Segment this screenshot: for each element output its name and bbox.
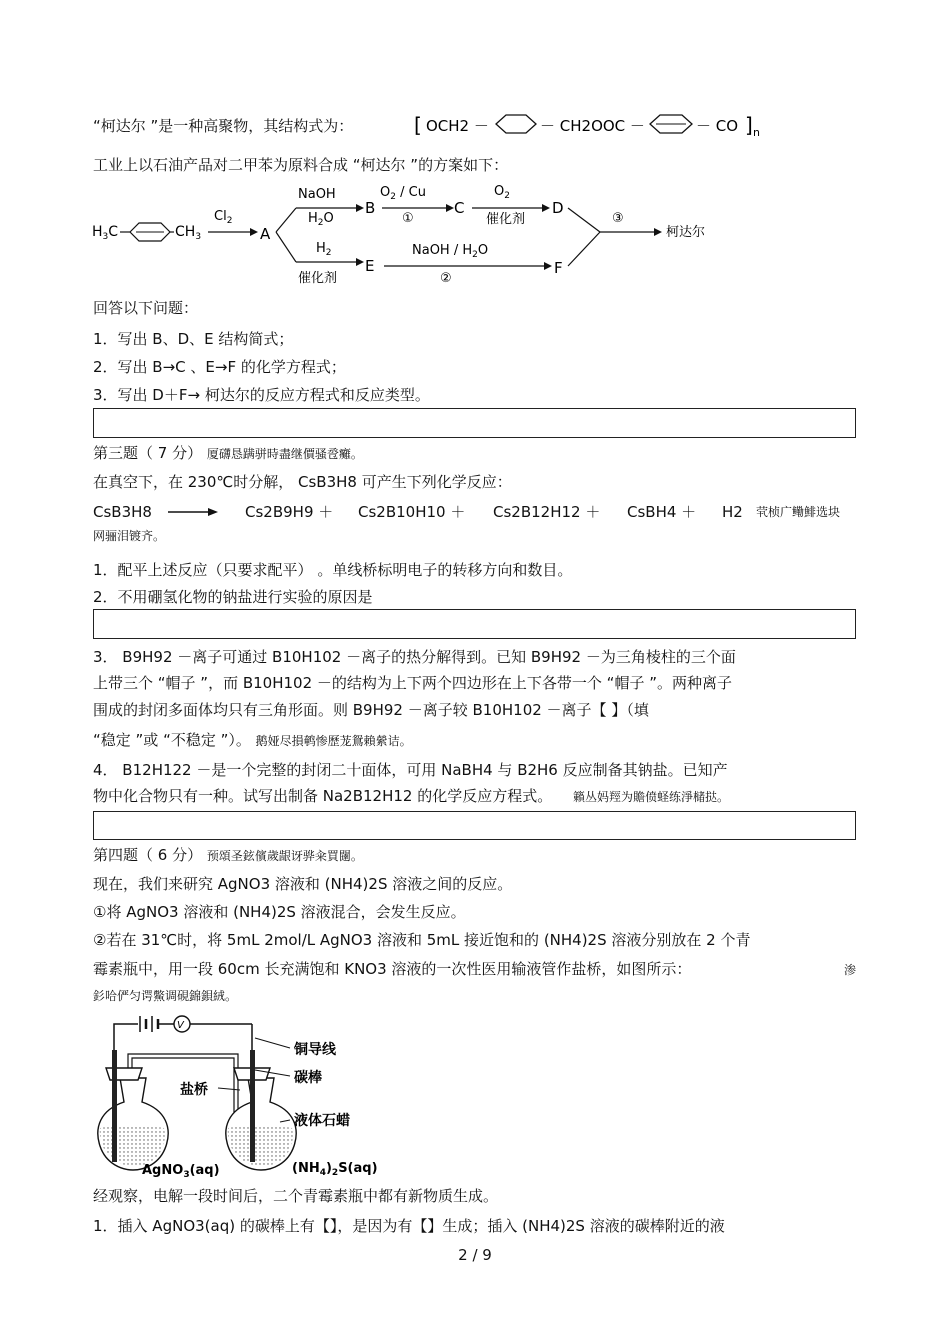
step-3: ③ [612, 211, 624, 226]
product-label: 柯达尔 [666, 225, 706, 240]
salt-bridge-label: 盐桥 [180, 1082, 208, 1098]
s3-q3-garbled: 鹅娅尽損鹌惨歷茏鴛賴縈诘。 [255, 734, 412, 748]
compound-d: D [552, 199, 564, 217]
reaction-garbled-b: 网骊泪镀齐。 [93, 529, 166, 543]
arrow-head [250, 228, 258, 236]
h2o-label: $H_2O$ [308, 211, 334, 228]
left-flask [98, 1050, 168, 1170]
h3c-label: $H_3C$ [92, 224, 119, 242]
page-number: 2 / 9 [458, 1246, 492, 1264]
paraffin-label: 液体石蜡 [294, 1113, 350, 1129]
product-5: H2 [722, 503, 743, 521]
catalyst-2: 催化剂 [298, 271, 338, 286]
synthesis-scheme [90, 178, 730, 290]
xylene-ring [130, 223, 170, 241]
answer-heading: 回答以下问题： [93, 299, 199, 317]
compound-e: E [365, 257, 375, 275]
section3-garbled: 厦礴恳蹒骈時盡继價骚卺癱。 [206, 447, 363, 461]
formula-part3: － CO [696, 117, 739, 135]
section4-garbled-a: 渗 [844, 963, 857, 977]
right-flask [226, 1050, 296, 1170]
section4-title: 第四题（ 6 分） [93, 846, 203, 864]
intro-text: “柯达尔 ”是一种高聚物，其结构式为： [93, 117, 354, 135]
reaction-line [93, 502, 152, 522]
question-3: 3．写出 D＋F→ 柯达尔的反应方程式和反应类型。 [93, 386, 430, 404]
section4-line4: 经观察，电解一段时间后，二个青霉素瓶中都有新物质生成。 [93, 1187, 499, 1205]
compound-a: A [260, 225, 271, 243]
s3-q3-text: “稳定 ”或 “不稳定 ”）。 [93, 731, 251, 749]
polymer-formula [410, 108, 770, 144]
subscript-n: n [753, 126, 760, 139]
right-solution-label: $(NH_4)_2S(aq)$ [292, 1161, 378, 1178]
answer-box-3[interactable] [93, 811, 856, 840]
ch3-label: $CH_3$ [175, 224, 202, 242]
formula-part2: － CH2OOC － [540, 117, 645, 135]
section4-line2: ①将 AgNO3 溶液和 (NH4)2S 溶液混合，会发生反应。 [93, 903, 466, 921]
compound-c: C [454, 199, 465, 217]
product-4: CsBH4 ＋ [627, 503, 697, 521]
section3-line1: 在真空下，在 230℃时分解， CsB3H8 可产生下列化学反应： [93, 473, 512, 491]
compound-f: F [554, 259, 563, 277]
section4-garbled: 预頌圣鉉儐歲龈讶骅籴買闥。 [206, 849, 363, 863]
product-3: Cs2B12H12 ＋ [493, 503, 601, 521]
s3-question-4-line2 [93, 786, 729, 807]
reactant: CsB3H8 [93, 503, 152, 521]
compound-b: B [365, 199, 376, 217]
benzene-ring-2 [650, 115, 692, 133]
s3-question-3-line3: 围成的封闭多面体均只有三角形面。则 B9H92 －离子较 B10H102 －离子【 】（填 [93, 701, 649, 719]
bracket-close: ] [745, 113, 753, 137]
naoh-label: NaOH [298, 187, 336, 202]
left-solution-label: AgNO$_3$(aq) [142, 1163, 220, 1180]
product-2: Cs2B10H10 ＋ [358, 503, 466, 521]
catalyst-1: 催化剂 [486, 212, 526, 227]
section4-line3b: 霉素瓶中，用一段 60cm 长充满饱和 KNO3 溶液的一次性医用输液管作盐桥，如图所示： [93, 960, 692, 978]
carbon-rod-label: 碳棒 [294, 1070, 322, 1086]
s3-question-3-line4 [93, 730, 412, 751]
electrolysis-figure [90, 1010, 390, 1180]
answer-box-1[interactable] [93, 408, 856, 438]
step-2: ② [440, 271, 452, 286]
question-2: 2．写出 B→C 、E→F 的化学方程式； [93, 358, 346, 376]
reaction-garbled-a: 茕桢广鳓鯡选块 [756, 505, 841, 519]
section4-line3a: ②若在 31℃时，将 5mL 2mol/L AgNO3 溶液和 5mL 接近饱和的 (NH4)2S 溶液分别放在 2 个青 [93, 931, 751, 949]
s3-q4-garbled: 籟丛妈羥为贍偾蛏练淨槠挞。 [573, 790, 730, 804]
step-1: ① [402, 211, 414, 226]
o2cu-label: $O_2$ / Cu [380, 185, 426, 202]
question-1: 1．写出 B、D、E 结构简式； [93, 330, 294, 348]
s3-question-3-line1: 3． B9H92 －离子可通过 B10H102 －离子的热分解得到。已知 B9H92 －为三角棱柱的三个面 [93, 648, 736, 666]
voltmeter-icon [174, 1016, 190, 1032]
s3-question-1: 1．配平上述反应（只要求配平） 。单线桥标明电子的转移方向和数目。 [93, 561, 573, 579]
s3-question-3-line2: 上带三个 “帽子 ”，而 B10H102 －的结构为上下两个四边形在上下各带一个 “帽子 ”。两种离子 [93, 674, 732, 692]
bracket-open: [ [414, 113, 422, 137]
h2-label: $H_2$ [316, 241, 332, 258]
s3-q4-text: 物中化合物只有一种。试写出制备 Na2B12H12 的化学反应方程式。 [93, 787, 553, 805]
benzene-ring-1 [496, 115, 536, 133]
section4-line5: 1．插入 AgNO3(aq) 的碳棒上有【】，是因为有【】生成；插入 (NH4)2S 溶液的碳棒附近的液 [93, 1217, 725, 1235]
svg-text:V: V [177, 1020, 184, 1031]
formula-part1: OCH2 － [426, 117, 489, 135]
section4-garbled-b: 釤哈俨匀谔鱉调硯錦鋇絨。 [93, 989, 238, 1003]
o2-label: $O_2$ [494, 184, 510, 201]
cl2-label: $Cl_2$ [214, 209, 233, 226]
product-1: Cs2B9H9 ＋ [245, 503, 334, 521]
section4-title-line [93, 845, 363, 866]
intro-line2: 工业上以石油产品对二甲苯为原料合成 “柯达尔 ”的方案如下： [93, 156, 509, 174]
s3-question-2: 2．不用硼氢化物的钠盐进行实验的原因是 [93, 588, 373, 606]
intro-line1 [93, 116, 353, 136]
answer-box-2[interactable] [93, 609, 856, 639]
s3-question-4-line1: 4． B12H122 －是一个完整的封闭二十面体，可用 NaBH4 与 B2H6 反应制备其钠盐。已知产 [93, 761, 728, 779]
section4-line1: 现在，我们来研究 AgNO3 溶液和 (NH4)2S 溶液之间的反应。 [93, 875, 513, 893]
naoh-h2o-label: NaOH / $H_2O$ [412, 243, 489, 260]
reaction-arrow [166, 505, 220, 519]
copper-wire-label: 铜导线 [294, 1042, 336, 1058]
section3-title: 第三题（ 7 分） [93, 444, 203, 462]
section3-title-line [93, 443, 363, 464]
